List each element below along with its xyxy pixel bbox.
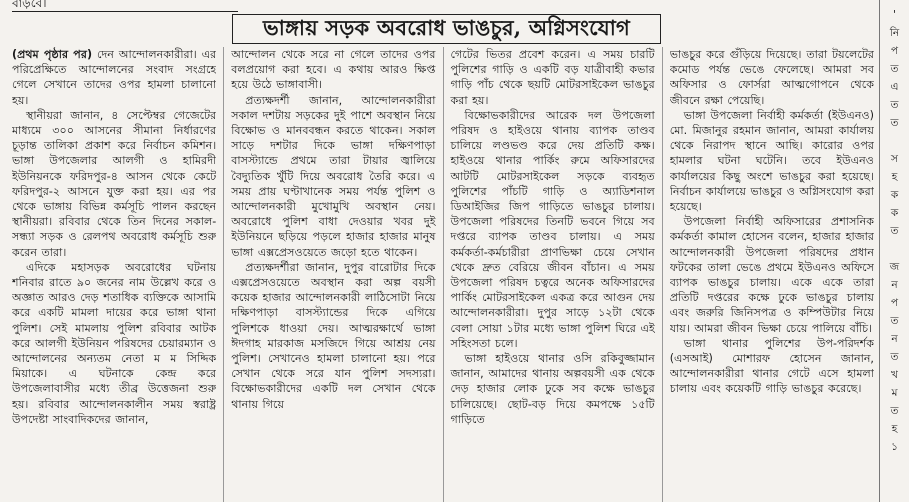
headline-box — [232, 14, 661, 44]
edge-fragment-text: ত — [890, 225, 899, 237]
paragraph-text: প্রত্যক্ষদর্শীরা জানান, দুপুর বারোটার দিকে এক্সপ্রেসওয়েতে অবস্থান করা অল্প বয়সী কয়েক হাজার আন্দোলনকারী লাঠিসোটা নিয়ে দক্ষিণপাড়া বাসস্ট্যান্ডের দিকে এগিয়ে পুলিশকে ধাওয়া দেয়। আত্মরক্ষার্থে ভাঙ্গা ঈদগাহ মারকাজ মসজিদে গিয়ে আশ্রয় নেয় পুলিশ। সেখানেও হামলা চালানো হয়। পরে সেখান থেকে সরে যান পুলিশ সদস্যরা। বিক্ষোভকারীদের একটি দল সেখান থেকে থানায় গিয়ে — [231, 260, 436, 411]
continuation-label: (প্রথম পৃষ্ঠার পর) — [12, 48, 93, 61]
edge-fragment-text: প — [890, 297, 899, 309]
column-divider — [443, 47, 444, 502]
edge-fragment-text: ত — [890, 405, 899, 417]
paragraph-text: দেন আন্দোলনকারীরা। এর পরিপ্রেক্ষিতে আন্দোলনের সংবাদ সংগ্রহে গেলে সেখানে তাদের ওপর হামলা চালানো হয়। — [12, 48, 217, 107]
article-paragraph — [670, 336, 874, 397]
edge-fragment-text: হ — [891, 171, 898, 183]
edge-fragment-text: ত — [890, 315, 899, 327]
paragraph-text: ভাঙ্গা উপজেলা নির্বাহী কর্মকর্তা (ইউএনও) মো. মিজানুর রহমান জানান, আমরা কার্যালয় থেকে নিরাপদ স্থানে আছি। কারোর ওপর হামলার ঘটনা ঘটেনি। তবে ইউএনও কার্যালয়ের কিছু অংশে ভাঙচুর করা হয়েছে। নির্বাচন কার্যালয়ে ভাঙচুর ও অগ্নিসংযোগ করা হয়েছে। — [669, 108, 874, 214]
article-paragraph — [670, 108, 874, 214]
edge-fragment-text: ত — [890, 63, 899, 75]
article-column-2 — [231, 47, 435, 502]
paragraph-text: ভাঙ্গা হাইওয়ে থানার ওসি রকিবুজ্জামান জানান, আমাদের থানায় অল্পবয়সী এক থেকে দেড় হাজার লোক ঢুকে সব কক্ষে ভাঙচুর চালিয়েছে। ছোট-বড় দিয়ে কমপক্ষে ১৫টি গাড়িতে — [450, 352, 655, 426]
article-paragraph — [670, 214, 874, 336]
paragraph-text: প্রত্যক্ষদর্শী জানান, আন্দোলনকারীরা সকাল দশটায় সড়কের দুই পাশে অবস্থান নিয়ে বিক্ষোভ ও মানববন্ধন করতে থাকেন। সকাল সাড়ে দশটার দিকে ভাঙ্গা দক্ষিণপাড়া বাসস্ট্যান্ডে প্রথমে তারা টায়ার জ্বালিয়ে বৈদ্যুতিক খুঁটি দিয়ে অবরোধ তৈরি করে। এ সময় প্রায় ঘণ্টাখানেক সময় পর্যন্ত পুলিশ ও আন্দোলনকারী মুখোমুখি অবস্থান নেয়। অবরোধে পুলিশ বাধা দেওয়ার খবর দুই ইউনিয়নে ছড়িয়ে পড়লে হাজার হাজার মানুষ ভাঙ্গা এক্সপ্রেসওয়েতে জড়ো হতে থাকেন। — [231, 93, 436, 259]
paragraph-text: বিক্ষোভকারীদের আরেক দল উপজেলা পরিষদ ও হাইওয়ে থানায় ব্যাপক তাণ্ডব চালিয়ে লণ্ডভণ্ড করে দেয় প্রতিটি কক্ষ। হাইওয়ে থানার পার্কিং রুমে অফিসারদের আটটি মোটরসাইকেল সড়কে ব্যবহৃত পুলিশের পাঁচটি গাড়ি ও অ্যাডিশনাল ডিআইজির জিপ গাড়িতে ভাঙচুর চালায়। উপজেলা পরিষদের তিনটি ভবনে গিয়ে সব দপ্তরে ব্যাপক তাণ্ডব চালায়। এ সময় কর্মকর্তা-কর্মচারীরা প্রাণভিক্ষা চেয়ে সেখান থেকে দ্রুত বেরিয়ে জীবন বাঁচান। এ সময় উপজেলা পরিষদ চত্বরে অনেক অফিসারদের পার্কিং মোটরসাইকেল একত্র করে আগুন দেয় আন্দোলনকারীরা। দুপুর সাড়ে ১২টা থেকে বেলা সোয়া ১টার মধ্যে ভাঙ্গা পুলিশ ঘিরে এই সহিংসতা চলে। — [450, 108, 655, 350]
edge-fragment-text: ক — [890, 207, 899, 219]
article-paragraph — [450, 351, 654, 427]
article-body — [12, 47, 874, 502]
edge-fragment-text: খ — [891, 369, 898, 381]
edge-fragment-text: ম — [891, 387, 898, 399]
article-paragraph — [12, 47, 216, 108]
column-divider — [223, 47, 224, 502]
edge-fragment-text: প — [890, 45, 899, 57]
article-column-3 — [450, 47, 654, 502]
previous-article-fragment: বাড়বে। — [12, 0, 47, 10]
edge-fragment-text: ক — [890, 189, 899, 201]
divider — [12, 11, 238, 12]
edge-fragment-text: ন — [891, 279, 898, 291]
article-column-4 — [670, 47, 874, 502]
article-paragraph — [12, 108, 216, 260]
edge-fragment-text: স — [891, 153, 898, 165]
edge-fragment-text: জ — [889, 261, 900, 273]
article-paragraph — [450, 108, 654, 351]
edge-fragment-text: ত — [890, 351, 899, 363]
paragraph-text: আন্দোলন থেকে সরে না গেলে তাদের ওপর বলপ্রয়োগ করা হবে। এ কথায় আরও ক্ষিপ্ত হয়ে উঠে ভাঙ্গাবাসী। — [231, 48, 436, 92]
paragraph-text: স্থানীয়রা জানান, ৪ সেপ্টেম্বর গেজেটের মাধ্যমে ৩০০ আসনের সীমানা নির্ধারণের চূড়ান্ত তালিকা প্রকাশ করে নির্বাচন কমিশন। ভাঙ্গা উপজেলার আলগী ও হামিরদী ইউনিয়নকে ফরিদপুর-৪ আসন থেকে কেটে ফরিদপুর-২ আসনে যুক্ত করা হয়। এর পর থেকে ভাঙ্গায় বিভিন্ন কর্মসূচি পালন করছেন স্থানীয়রা। রবিবার থেকে তিন দিনের সকাল-সন্ধ্যা সড়ক ও রেলপথ অবরোধ কর্মসূচি শুরু করেন তারা। — [12, 108, 217, 259]
paragraph-text: ভাঙচুর করে গুঁড়িয়ে দিয়েছে। তারা টয়লেটের কমোড পর্যন্ত ভেঙে ফেলেছে। আমরা সব অফিসার ও ফোর্সরা আত্মগোপনে থেকে জীবনে রক্ষা পেয়েছি। — [669, 48, 874, 107]
column-divider — [662, 47, 663, 502]
edge-fragment-text: ' — [893, 9, 896, 21]
article-paragraph — [231, 93, 435, 260]
article-paragraph — [231, 47, 435, 93]
article-headline: ভাঙ্গায় সড়ক অবরোধ ভাঙচুর, অগ্নিসংযোগ — [263, 14, 630, 40]
article-column-1 — [12, 47, 216, 502]
edge-fragment-text: ত — [890, 117, 899, 129]
edge-fragment-text: নি — [889, 27, 900, 39]
article-paragraph — [670, 47, 874, 108]
article-paragraph — [450, 47, 654, 108]
article-paragraph — [12, 260, 216, 427]
edge-fragment-text: ত — [890, 99, 899, 111]
paragraph-text: গেটের ভিতর প্রবেশ করেন। এ সময় চারটি পুলিশের গাড়ি ও একটি বড় যাত্রীবাহী কভার গাড়ি পাঁচ থেকে ছয়টি মোটরসাইকেল ভাঙচুর করা হয়। — [450, 48, 655, 107]
edge-fragment-text — [880, 132, 909, 150]
paragraph-text: উপজেলা নির্বাহী অফিসারের প্রশাসনিক কর্মকর্তা কামাল হোসেন বলেন, হাজার হাজার আন্দোলনকারী উপজেলা পরিষদের প্রধান ফটকের তালা ভেঙে প্রথমে ইউএনও অফিসে ব্যাপক ভাঙচুর চালায়। একে একে তারা প্রতিটি দপ্তরের কক্ষে ঢুকে ভাঙচুর চালায় এবং জরুরি জিনিসপত্র ও কম্পিউটার নিয়ে যায়। আমরা জীবন ভিক্ষা চেয়ে পালিয়ে বাঁচি। — [669, 215, 874, 335]
adjacent-article-edge — [879, 0, 909, 502]
paragraph-text: ভাঙ্গা থানার পুলিশের উপ-পরিদর্শক (এসআই) মোশারফ হোসেন জানান, আন্দোলনকারীরা থানার গেটে এসে হামলা চালায় এবং কয়েকটি গাড়ি ভাঙচুর করেছে। — [669, 336, 874, 396]
article-paragraph — [231, 260, 435, 412]
edge-fragment-text: ন — [891, 333, 898, 345]
edge-fragment-text: হ — [891, 423, 898, 435]
edge-fragment-text: ১ — [891, 441, 898, 453]
paragraph-text: এদিকে মহাসড়ক অবরোধের ঘটনায় শনিবার রাতে ৯০ জনের নাম উল্লেখ করে ও অজ্ঞাত আরও দেড় শতাধিক ব্যক্তিকে আসামি করে একটি মামলা দায়ের করে ভাঙ্গা থানা পুলিশ। সেই মামলায় পুলিশ রবিবার আটক করে আলগী ইউনিয়ন পরিষদের চেয়ারম্যান ও আন্দোলনের অন্যতম নেতা ম ম সিদ্দিক মিয়াকে। এ ঘটনাকে কেন্দ্র করে উপজেলাবাসীর মধ্যে তীব্র উত্তেজনা শুরু হয়। রবিবার আন্দোলনকালীন সময় স্বরাষ্ট্র উপদেষ্টা সাংবাদিকদের জানান, — [12, 260, 217, 426]
edge-fragment-text: এ — [890, 81, 899, 93]
edge-fragment-text — [880, 240, 909, 258]
